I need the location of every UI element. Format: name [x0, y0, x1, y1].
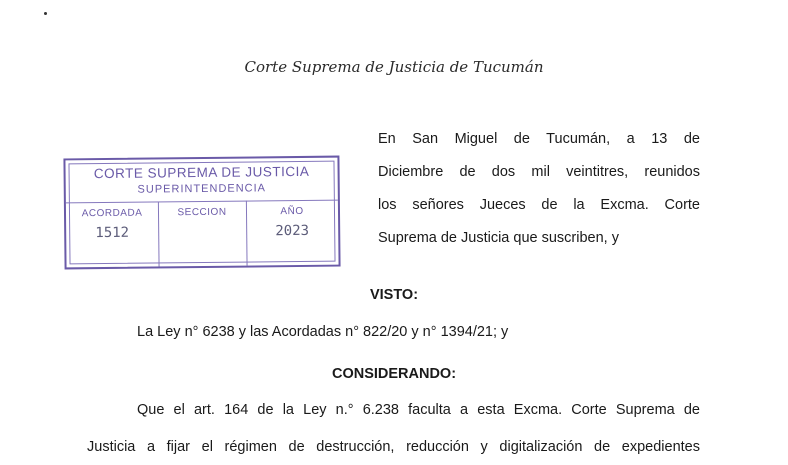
intro-line: los señores Jueces de la Excma. Corte [378, 197, 700, 213]
stamp-value-acordada: 1512 [95, 224, 130, 242]
stamp-title: CORTE SUPREMA DE JUSTICIA [93, 163, 310, 182]
stamp-header-ano: AÑO [280, 205, 304, 218]
stamp-header-seccion: SECCION [177, 206, 227, 219]
considerando-line: Que el art. 164 de la Ley n.° 6.238 faculta a esta Excma. Corte Suprema de [137, 402, 700, 418]
stamp-value-seccion [158, 224, 246, 225]
visto-heading: VISTO: [369, 287, 419, 303]
stamp-column-seccion [158, 201, 248, 267]
intro-line: En San Miguel de Tucumán, a 13 de [378, 131, 700, 147]
scan-speck [44, 12, 47, 15]
letterhead: Corte Suprema de Justicia de Tucumán [244, 58, 544, 76]
stamp-column-ano [246, 200, 339, 266]
considerando-line: Justicia a fijar el régimen de destrucción, reducción y digitalización de expedientes [87, 439, 700, 455]
considerando-heading: CONSIDERANDO: [331, 366, 457, 382]
visto-paragraph: La Ley n° 6238 y las Acordadas n° 822/20 y n° 1394/21; y [137, 324, 509, 340]
stamp-column-acordada [66, 201, 160, 267]
intro-paragraph [378, 126, 700, 258]
superintendencia-stamp [63, 156, 340, 270]
intro-line: Diciembre de dos mil veintitres, reunidos [378, 164, 700, 180]
stamp-value-ano: 2023 [275, 222, 310, 240]
stamp-header-acordada: ACORDADA [81, 207, 143, 220]
stamp-subtitle: SUPERINTENDENCIA [137, 182, 267, 196]
intro-line: Suprema de Justicia que suscriben, y [378, 230, 619, 246]
